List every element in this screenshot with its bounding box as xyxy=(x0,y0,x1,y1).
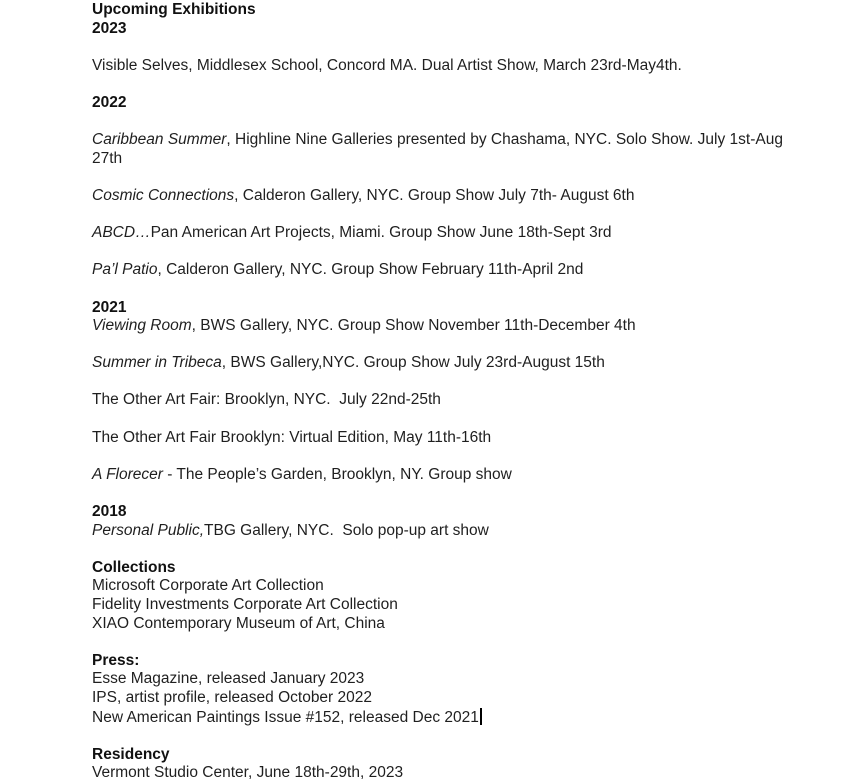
press-heading: Press: xyxy=(92,651,140,669)
exhibition-title: Cosmic Connections xyxy=(92,186,235,204)
exhibition-details: , Highline Nine Galleries presented by Chashama, NYC. Solo Show. July 1st-Aug 27th xyxy=(92,131,783,167)
year-heading-2022: 2022 xyxy=(92,93,127,111)
year-heading-2018: 2018 xyxy=(92,503,127,521)
exhibition-entry xyxy=(92,261,812,280)
press-item xyxy=(92,708,812,728)
residency-heading: Residency xyxy=(92,745,170,763)
exhibition-entry xyxy=(92,466,812,485)
year-heading-2021: 2021 xyxy=(92,298,127,316)
exhibition-details: , Calderon Gallery, NYC. Group Show July 7th- August 6th xyxy=(234,186,635,204)
exhibition-entry xyxy=(92,317,812,336)
exhibition-entry xyxy=(92,224,812,243)
exhibition-title: A Florecer xyxy=(92,465,163,483)
document-body[interactable] xyxy=(92,1,812,783)
exhibition-details: - The People’s Garden, Brooklyn, NY. Group show xyxy=(162,465,512,483)
exhibition-title: Pa’l Patio xyxy=(92,261,158,279)
press-item: Esse Magazine, released January 2023 xyxy=(92,670,365,688)
residency-item: Vermont Studio Center, June 18th-29th, 2023 xyxy=(92,764,404,782)
exhibition-details: , Calderon Gallery, NYC. Group Show February 11th-April 2nd xyxy=(157,261,584,279)
exhibition-title: Viewing Room xyxy=(92,317,192,335)
exhibition-details: Pan American Art Projects, Miami. Group Show June 18th-Sept 3rd xyxy=(150,224,612,242)
exhibition-entry xyxy=(92,354,812,373)
exhibition-title: Personal Public, xyxy=(92,521,205,539)
exhibition-entry xyxy=(92,187,812,206)
exhibition-entry: The Other Art Fair Brooklyn: Virtual Edition, May 11th-16th xyxy=(92,428,492,446)
collection-item: Fidelity Investments Corporate Art Collection xyxy=(92,596,398,613)
exhibition-title: Caribbean Summer xyxy=(92,131,227,149)
exhibition-entry xyxy=(92,522,812,541)
exhibition-entry: Visible Selves, Middlesex School, Concord MA. Dual Artist Show, March 23rd-May4th. xyxy=(92,56,682,74)
press-item-text: New American Paintings Issue #152, released Dec 2021 xyxy=(92,708,479,726)
exhibition-title: ABCD… xyxy=(92,224,151,242)
exhibition-entry: The Other Art Fair: Brooklyn, NYC. July 22nd-25th xyxy=(92,391,441,409)
exhibition-entry xyxy=(92,131,812,168)
exhibition-details: , BWS Gallery,NYC. Group Show July 23rd-August 15th xyxy=(221,354,605,372)
exhibition-details: , BWS Gallery, NYC. Group Show November 11th-December 4th xyxy=(191,317,636,335)
exhibition-title: Summer in Tribeca xyxy=(92,354,222,372)
page-title: Upcoming Exhibitions xyxy=(92,1,256,18)
press-item: IPS, artist profile, released October 2022 xyxy=(92,688,373,706)
exhibition-details: TBG Gallery, NYC. Solo pop-up art show xyxy=(204,521,489,539)
collection-item: Microsoft Corporate Art Collection xyxy=(92,577,324,595)
year-heading-2023: 2023 xyxy=(92,19,127,37)
text-cursor xyxy=(480,708,482,725)
collections-heading: Collections xyxy=(92,558,176,576)
collection-item: XIAO Contemporary Museum of Art, China xyxy=(92,614,385,632)
